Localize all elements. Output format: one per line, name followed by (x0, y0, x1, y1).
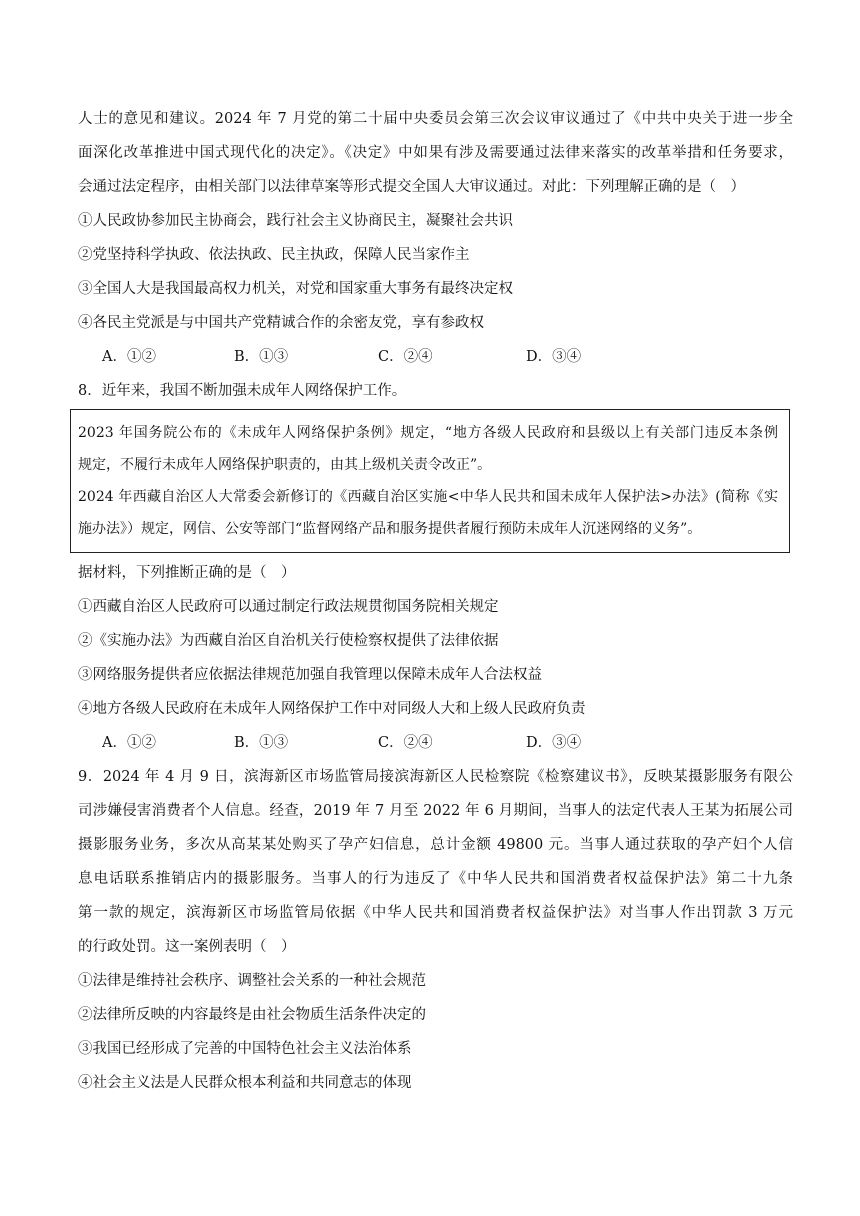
q7-option-c[interactable]: C．②④ (378, 349, 433, 365)
q7-item-2: ②党坚持科学执政、依法执政、民主执政，保障人民当家作主 (78, 247, 470, 263)
q7-item-1: ①人民政协参加民主协商会，践行社会主义协商民主，凝聚社会共识 (78, 213, 513, 229)
q8-item-2: ②《实施办法》为西藏自治区自治机关行使检察权提供了法律依据 (78, 633, 499, 649)
q9-item-3: ③我国已经形成了完善的中国特色社会主义法治体系 (78, 1041, 412, 1057)
q9-stem-line-4: 息电话联系推销店内的摄影服务。当事人的行为违反了《中华人民共和国消费者权益保护法》第二十九条 (78, 871, 793, 887)
q8-item-3: ③网络服务提供者应依据法律规范加强自我管理以保障未成年人合法权益 (78, 667, 542, 683)
q8-material-box (70, 409, 790, 553)
q7-option-a[interactable]: A．①② (102, 349, 156, 365)
q7-stem-line-3: 会通过法定程序，由相关部门以法律草案等形式提交全国人大审议通过。对此：下列理解正确的是（ ） (78, 179, 745, 195)
q8-item-4: ④地方各级人民政府在未成年人网络保护工作中对同级人大和上级人民政府负责 (78, 701, 586, 717)
q9-stem-line-1: 9．2024 年 4 月 9 日，滨海新区市场监管局接滨海新区人民检察院《检察建议书》，反映某摄影服务有限公 (78, 769, 793, 785)
q7-option-b[interactable]: B．①③ (234, 349, 289, 365)
q7-option-d[interactable]: D．③④ (526, 349, 582, 365)
q7-stem-line-1: 人士的意见和建议。2024 年 7 月党的第二十届中央委员会第三次会议审议通过了《中共中央关于进一步全 (78, 111, 793, 127)
q8-option-a[interactable]: A．①② (102, 735, 156, 751)
q7-item-3: ③全国人大是我国最高权力机关，对党和国家重大事务有最终决定权 (78, 281, 513, 297)
q9-stem-line-5: 第一款的规定，滨海新区市场监管局依据《中华人民共和国消费者权益保护法》对当事人作出罚款 3 万元 (78, 905, 793, 921)
q9-item-2: ②法律所反映的内容最终是由社会物质生活条件决定的 (78, 1007, 426, 1023)
q9-item-4: ④社会主义法是人民群众根本利益和共同意志的体现 (78, 1075, 412, 1091)
q8-option-c[interactable]: C．②④ (378, 735, 433, 751)
q8-option-d[interactable]: D．③④ (526, 735, 582, 751)
q8-material-line-1: 2023 年国务院公布的《未成年人网络保护条例》规定，“地方各级人民政府和县级以上有关部门违反本条例 (78, 425, 778, 441)
q9-item-1: ①法律是维持社会秩序、调整社会关系的一种社会规范 (78, 973, 426, 989)
q8-option-b[interactable]: B．①③ (234, 735, 289, 751)
q9-stem-line-2: 司涉嫌侵害消费者个人信息。经查，2019 年 7 月至 2022 年 6 月期间，当事人的法定代表人王某为拓展公司 (78, 803, 793, 819)
q8-stem: 8．近年来，我国不断加强未成年人网络保护工作。 (78, 383, 407, 399)
q9-stem-line-6: 的行政处罚。这一案例表明（ ） (78, 939, 296, 955)
q8-material-line-4: 施办法》）规定，网信、公安等部门“监督网络产品和服务提供者履行预防未成年人沉迷网络的义务”。 (78, 521, 702, 537)
q8-material-line-2: 规定，不履行未成年人网络保护职责的，由其上级机关责令改正”。 (78, 457, 492, 473)
q8-item-1: ①西藏自治区人民政府可以通过制定行政法规贯彻国务院相关规定 (78, 599, 499, 615)
q7-stem-line-2: 面深化改革推进中国式现代化的决定》。《决定》中如果有涉及需要通过法律来落实的改革举措和任务要求， (78, 145, 793, 161)
q7-item-4: ④各民主党派是与中国共产党精诚合作的余密友党，享有参政权 (78, 315, 484, 331)
q9-stem-line-3: 摄影服务业务，多次从高某某处购买了孕产妇信息，总计金额 49800 元。当事人通过获取的孕产妇个人信 (78, 837, 793, 853)
q8-question: 据材料，下列推断正确的是（ ） (78, 565, 296, 581)
q8-material-line-3: 2024 年西藏自治区人大常委会新修订的《西藏自治区实施<中华人民共和国未成年人保护法>办法》(简称《实 (78, 489, 778, 505)
